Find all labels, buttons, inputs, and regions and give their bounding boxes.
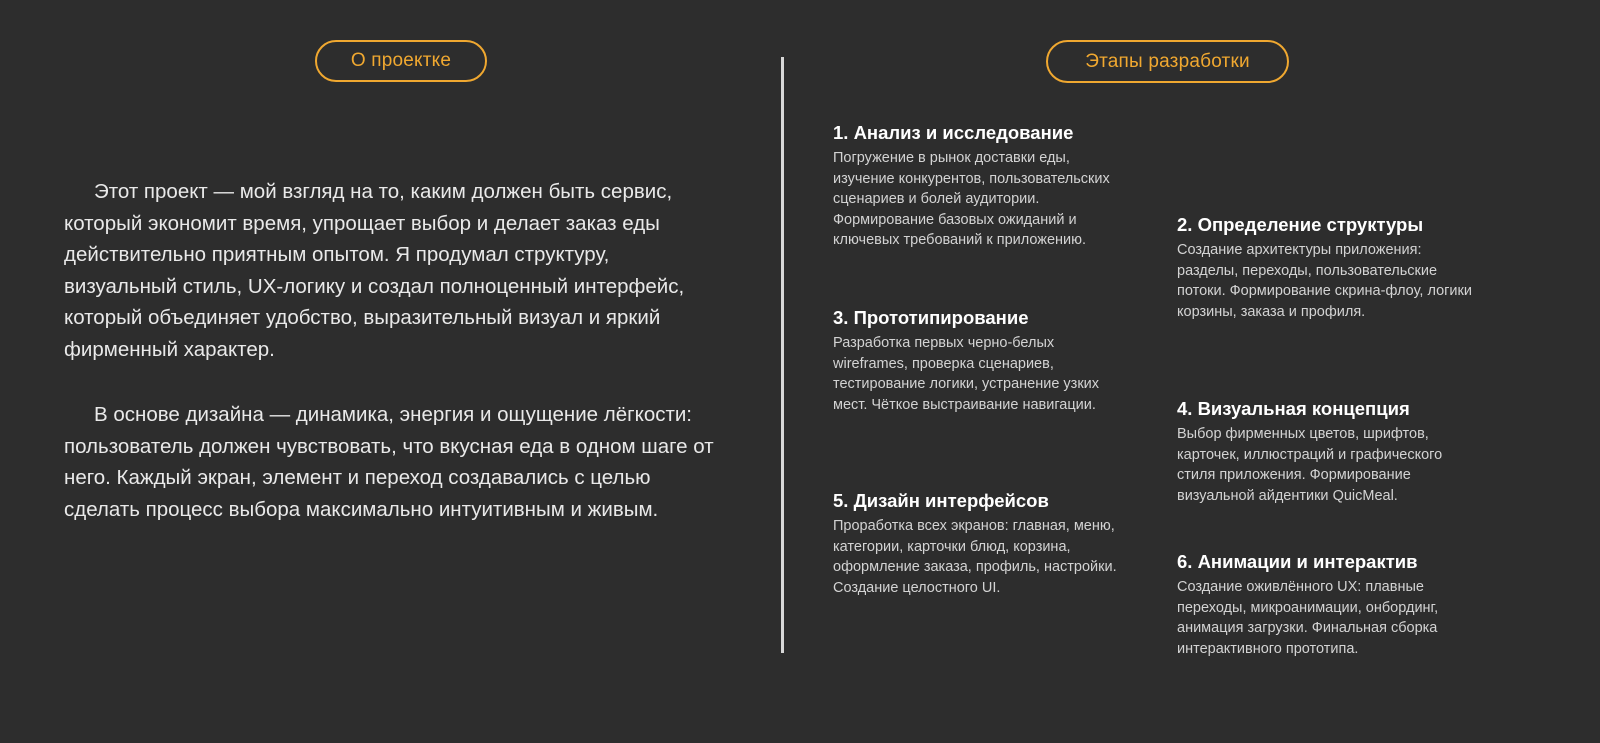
stage-item-5 xyxy=(833,489,1133,598)
stage-title-1: 1. Анализ и исследование xyxy=(833,122,1074,143)
stage-title-4: 4. Визуальная концепция xyxy=(1177,398,1410,419)
stage-item-4 xyxy=(1177,397,1477,506)
stages-section-badge: Этапы разработки xyxy=(1046,40,1289,83)
stage-description-4: Выбор фирменных цветов, шрифтов, карточек, иллюстраций и графического стиля приложения. Формирование визуальной айдентики QuicMeal. xyxy=(1177,426,1443,504)
stage-item-2 xyxy=(1177,213,1477,322)
stage-item-6 xyxy=(1177,550,1477,659)
stage-item-1 xyxy=(833,121,1133,251)
stage-description-6: Создание оживлённого UX: плавные переходы, микроанимации, онбординг, анимация загрузки. Финальная сборка интерактивного прототипа. xyxy=(1177,579,1439,657)
stage-item-3 xyxy=(833,306,1133,415)
stage-title-6: 6. Анимации и интерактив xyxy=(1177,551,1418,572)
about-section-badge: О проектке xyxy=(315,40,487,82)
about-paragraph-2: В основе дизайна — динамика, энергия и ощущение лёгкости: пользователь должен чувствовать, что вкусная еда в одном шаге от него. Каждый экран, элемент и переход создавались с целью сделать процесс выбора максимально интуитивным и живым. xyxy=(64,403,714,521)
stage-description-5: Проработка всех экранов: главная, меню, категории, карточки блюд, корзина, оформление заказа, профиль, настройки. Создание целостного UI. xyxy=(833,518,1117,596)
stage-title-3: 3. Прототипирование xyxy=(833,307,1029,328)
stage-title-5: 5. Дизайн интерфейсов xyxy=(833,490,1049,511)
stage-description-1: Погружение в рынок доставки еды, изучение конкурентов, пользовательских сценариев и болей аудитории. Формирование базовых ожиданий и ключевых требований к приложению. xyxy=(833,150,1110,248)
about-paragraph-1: Этот проект — мой взгляд на то, каким должен быть сервис, который экономит время, упрощает выбор и делает заказ еды действительно приятным опытом. Я продумал структуру, визуальный стиль, UX-логику и создал полноценный интерфейс, который объединяет удобство, выразительный визуал и яркий фирменный характер. xyxy=(64,180,685,361)
stage-title-2: 2. Определение структуры xyxy=(1177,214,1424,235)
stage-description-2: Создание архитектуры приложения: разделы, переходы, пользовательские потоки. Формирование скрина-флоу, логики корзины, заказа и профиля. xyxy=(1177,242,1472,320)
stage-description-3: Разработка первых черно-белых wireframes, проверка сценариев, тестирование логики, устранение узких мест. Чёткое выстраивание навигации. xyxy=(833,335,1100,413)
